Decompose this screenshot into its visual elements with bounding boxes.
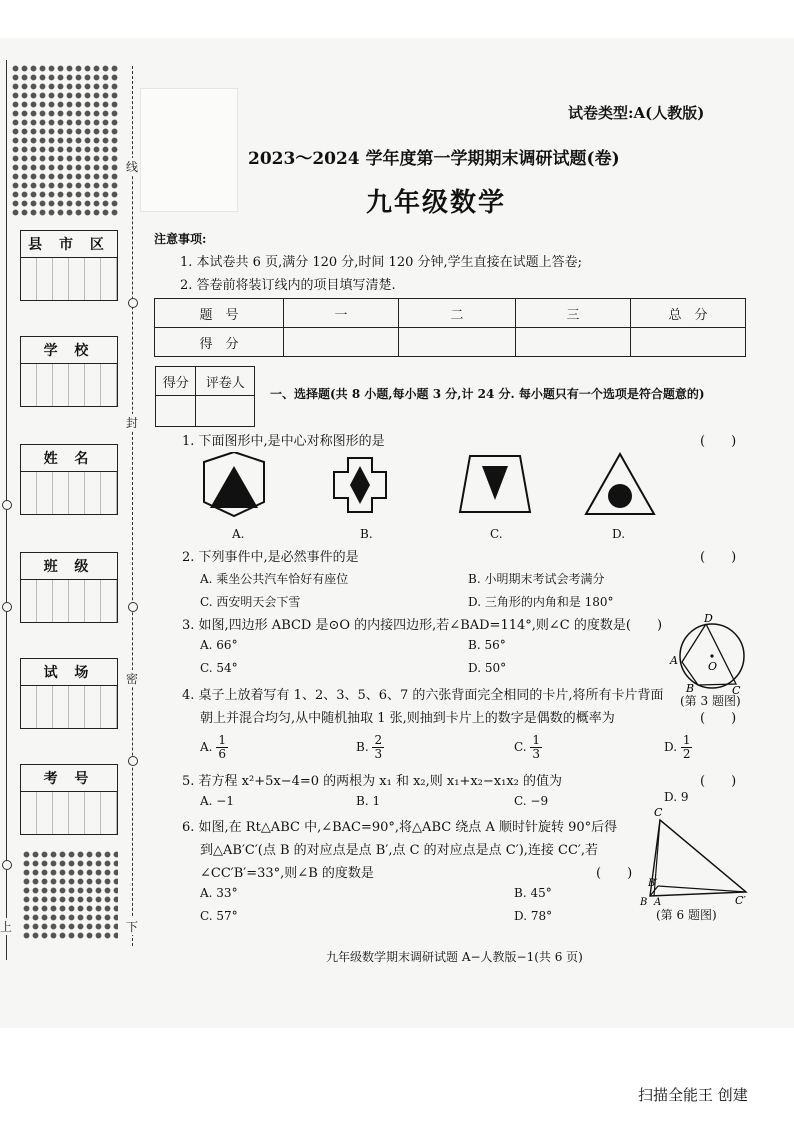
q6-stem-line2: 到△AB′C′(点 B 的对应点是点 B′,点 C 的对应点是点 C′),连接 CC′,若: [200, 843, 599, 858]
q3-option-a[interactable]: A. 66°: [200, 638, 238, 652]
field-name-label: 姓 名: [21, 445, 117, 472]
score-input-cell[interactable]: [399, 328, 516, 357]
binding-hole: [128, 756, 138, 766]
field-exam-number-label: 考 号: [21, 765, 117, 792]
q3-label-d: D: [704, 612, 713, 625]
score-header-cell: 总 分: [631, 299, 746, 328]
q2-option-c[interactable]: C. 西安明天会下雪: [200, 595, 301, 609]
binding-line-left: [6, 60, 7, 960]
erased-patch: [140, 88, 238, 212]
grader-label: 评卷人: [196, 367, 255, 396]
q4-stem-line1: 4. 桌子上放着写有 1、2、3、5、6、7 的六张背面完全相同的卡片,将所有卡片背面: [182, 688, 664, 703]
grader-score-cell[interactable]: [156, 396, 196, 427]
binding-mark-secret: 密: [126, 672, 139, 686]
q1-option-c[interactable]: C.: [490, 527, 503, 541]
grader-box: [155, 366, 255, 427]
score-header-cell: 三: [516, 299, 631, 328]
q5-option-b[interactable]: B. 1: [356, 794, 381, 808]
q6-option-b[interactable]: B. 45°: [514, 886, 552, 900]
paper-type: 试卷类型:A(人教版): [568, 104, 705, 122]
dot-grid-top: [11, 64, 119, 216]
binding-mark-seal: 封: [126, 416, 139, 430]
q6-stem-line3: ∠CC′B′=33°,则∠B 的度数是: [200, 866, 374, 881]
q3-label-c: C: [732, 684, 741, 697]
q1-option-a[interactable]: A.: [232, 527, 245, 541]
field-county[interactable]: [20, 230, 118, 301]
field-school[interactable]: [20, 336, 118, 407]
grader-name-cell[interactable]: [196, 396, 255, 427]
field-class[interactable]: [20, 552, 118, 623]
q6-stem-line1: 6. 如图,在 Rt△ABC 中,∠BAC=90°,将△ABC 绕点 A 顺时针旋转 90°后得: [182, 820, 618, 835]
q6-option-c[interactable]: C. 57°: [200, 909, 238, 923]
q4-option-b[interactable]: B. $\frac{2}{3}$: [356, 733, 383, 761]
score-table: [154, 298, 746, 357]
page-footer: 九年级数学期末调研试题 A−人教版−1(共 6 页): [326, 950, 583, 964]
q1-figure-b: [334, 458, 386, 512]
q5-option-c[interactable]: C. −9: [514, 794, 549, 808]
q3-option-b[interactable]: B. 56°: [468, 638, 506, 652]
field-exam-room[interactable]: [20, 658, 118, 729]
q1-figure-d: [586, 454, 654, 514]
q4-stem-line2: 朝上并混合均匀,从中随机抽取 1 张,则抽到卡片上的数字是偶数的概率为: [200, 711, 615, 726]
q6-label-a: A: [654, 897, 662, 906]
q1-stem: 1. 下面图形中,是中心对称图形的是: [182, 434, 385, 449]
q2-option-b[interactable]: B. 小明期末考试会考满分: [468, 572, 605, 586]
score-input-cell[interactable]: [284, 328, 399, 357]
q2-option-d[interactable]: D. 三角形的内角和是 180°: [468, 595, 614, 609]
notes-heading: 注意事项:: [154, 232, 207, 246]
q6-option-d[interactable]: D. 78°: [514, 909, 553, 923]
q3-option-d[interactable]: D. 50°: [468, 661, 507, 675]
q5-stem: 5. 若方程 x²+5x−4=0 的两根为 x₁ 和 x₂,则 x₁+x₂−x₁x₂ 的值为: [182, 774, 563, 789]
q6-label-bprime: B′: [648, 878, 658, 889]
q6-answer-paren[interactable]: ( ): [596, 866, 633, 881]
score-input-cell[interactable]: [631, 328, 746, 357]
binding-hole: [2, 602, 12, 612]
q6-figure: [638, 806, 748, 906]
note-item: 1. 本试卷共 6 页,满分 120 分,时间 120 分钟,学生直接在试题上答卷;: [180, 255, 583, 270]
field-name[interactable]: [20, 444, 118, 515]
q3-stem: 3. 如图,四边形 ABCD 是⊙O 的内接四边形,若∠BAD=114°,则∠C 的度数是( ): [182, 618, 663, 633]
section-1-title: 一、选择题(共 8 小题,每小题 3 分,计 24 分. 每小题只有一个选项是符合题意的): [270, 387, 705, 401]
q3-figure: [668, 612, 758, 698]
q6-label-b: B: [640, 897, 648, 906]
q4-option-a[interactable]: A. $\frac{1}{6}$: [200, 733, 226, 761]
q5-option-d[interactable]: D. 9: [664, 790, 689, 804]
score-header-cell: 一: [284, 299, 399, 328]
q1-option-d[interactable]: D.: [612, 527, 626, 541]
q5-option-a[interactable]: A. −1: [200, 794, 234, 808]
exam-title: 2023～2024 学年度第一学期期末调研试题(卷): [248, 149, 620, 169]
q3-option-c[interactable]: C. 54°: [200, 661, 238, 675]
q4-answer-paren[interactable]: ( ): [700, 711, 737, 726]
binding-hole: [2, 500, 12, 510]
subject-title: 九年级数学: [366, 188, 507, 218]
field-exam-room-label: 试 场: [21, 659, 117, 686]
field-school-label: 学 校: [21, 337, 117, 364]
q3-figure-caption: (第 3 题图): [680, 694, 741, 708]
q1-figures: [196, 452, 656, 532]
q2-answer-paren[interactable]: ( ): [700, 550, 737, 565]
binding-mark-up-left: 上: [0, 920, 13, 934]
q6-label-c: C: [654, 806, 663, 819]
field-county-label: 县 市 区: [21, 231, 117, 258]
binding-mark-line: 线: [126, 160, 139, 174]
q4-option-c[interactable]: C. $\frac{1}{3}$: [514, 733, 541, 761]
q3-label-b: B: [686, 682, 695, 695]
q6-figure-caption: (第 6 题图): [656, 908, 717, 922]
q3-label-o: O: [708, 660, 718, 673]
binding-hole: [2, 860, 12, 870]
q2-option-a[interactable]: A. 乘坐公共汽车恰好有座位: [200, 572, 349, 586]
q1-figure-a: [204, 452, 264, 516]
scanner-watermark: 扫描全能王 创建: [638, 1086, 748, 1104]
binding-mark-down: 下: [126, 920, 139, 934]
q4-option-d[interactable]: D. $\frac{1}{2}$: [664, 733, 691, 761]
dot-grid-bottom: [22, 850, 118, 940]
q1-option-b[interactable]: B.: [360, 527, 373, 541]
score-row-label: 得 分: [155, 328, 284, 357]
q6-option-a[interactable]: A. 33°: [200, 886, 238, 900]
q2-stem: 2. 下列事件中,是必然事件的是: [182, 550, 359, 565]
binding-line-middle: [132, 66, 133, 946]
field-exam-number[interactable]: [20, 764, 118, 835]
binding-hole: [128, 602, 138, 612]
q3-label-a: A: [670, 654, 678, 667]
binding-hole: [128, 298, 138, 308]
score-header-cell: 二: [399, 299, 516, 328]
note-item: 2. 答卷前将装订线内的项目填写清楚.: [180, 278, 396, 293]
q6-label-cprime: C′: [735, 894, 746, 906]
score-input-cell[interactable]: [516, 328, 631, 357]
q5-answer-paren[interactable]: ( ): [700, 774, 737, 789]
q1-figure-c: [460, 456, 530, 512]
field-class-label: 班 级: [21, 553, 117, 580]
grader-score-label: 得分: [156, 367, 196, 396]
score-header-cell: 题 号: [155, 299, 284, 328]
q1-answer-paren[interactable]: ( ): [700, 434, 737, 449]
